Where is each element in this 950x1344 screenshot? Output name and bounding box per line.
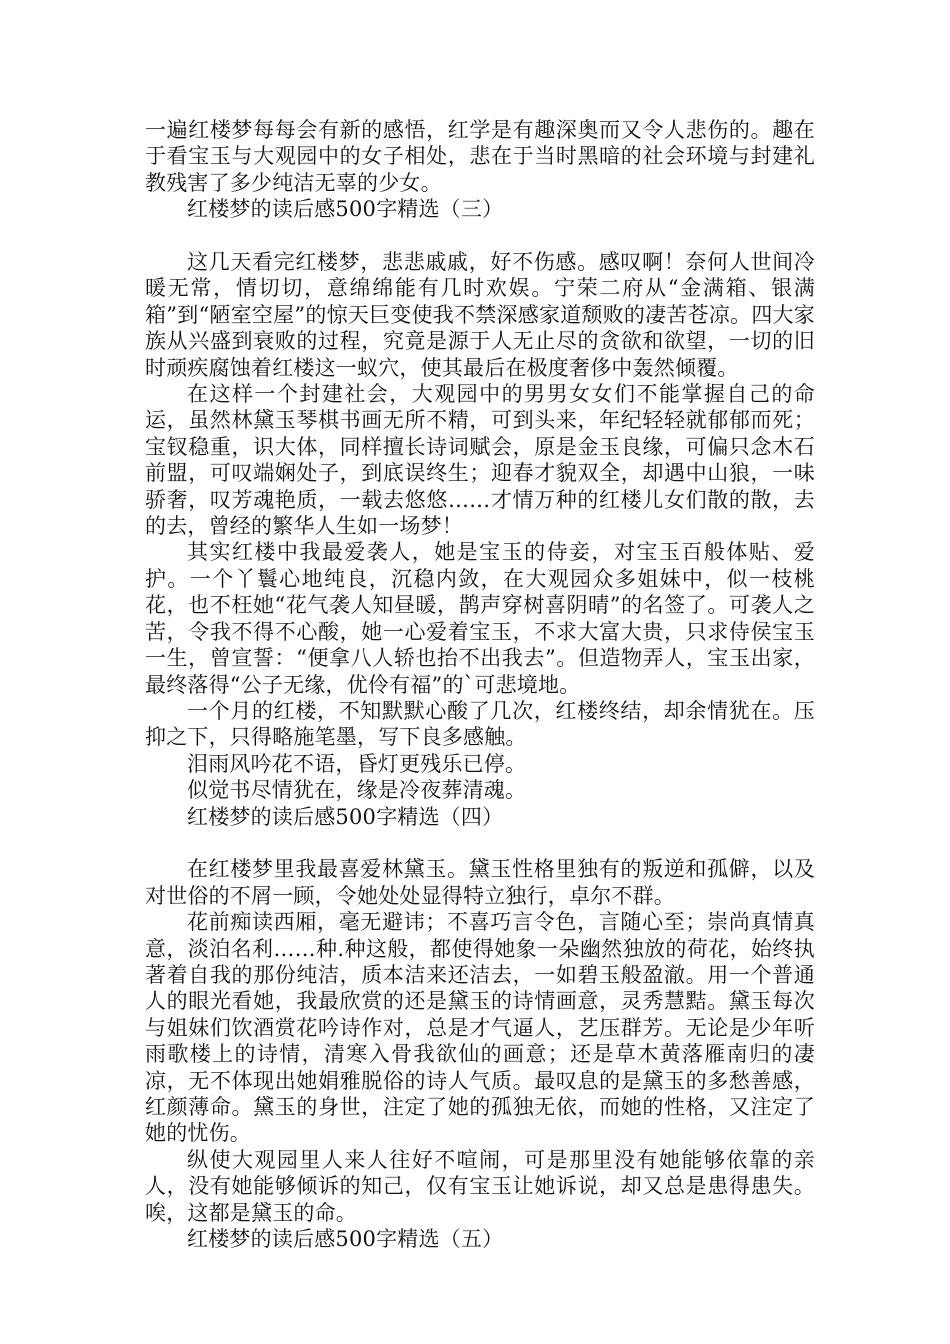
paragraph: 花前痴读西厢，毫无避讳；不喜巧言令色，言随心至；崇尚真情真意，淡泊名利……种.种这般，都使得她象一朵幽然独放的荷花，始终执著着自我的那份纯洁，质本洁来还洁去，一如碧玉般盈澈。用一个普通人的眼光看她，我最欣赏的还是黛玉的诗情画意，灵秀慧黠。黛玉每次与姐妹们饮酒赏花吟诗作对，总是才气逼人，艺压群芳。无论是少年听雨歌楼上的诗情，清寒入骨我欲仙的画意；还是草木黄落雁南归的凄凉，无不体现出她娟雅脱俗的诗人气质。最叹息的是黛玉的多愁善感，红颜薄命。黛玉的身世，注定了她的孤独无依，而她的性格，又注定了她的忧伤。 [145, 910, 815, 1146]
section-heading-3: 红楼梦的读后感500字精选（三） [187, 197, 504, 222]
section-heading-4: 红楼梦的读后感500字精选（四） [187, 804, 504, 829]
paragraph: 纵使大观园里人来人往好不喧闹，可是那里没有她能够依靠的亲人，没有她能够倾诉的知己，仅有宝玉让她诉说，却又总是患得患失。唉，这都是黛玉的命。 [145, 1147, 815, 1225]
paragraph: 其实红楼中我最爱袭人，她是宝玉的侍妾，对宝玉百般体贴、爱护。一个丫鬟心地纯良，沉稳内敛，在大观园众多姐妹中，似一枝桃花，也不枉她“花气袭人知昼暖，鹊声穿树喜阴晴”的名签了。可袭人之苦，令我不得不心酸，她一心爱着宝玉，不求大富大贵，只求侍侯宝玉一生，曾宣誓：“便拿八人轿也抬不出我去”。但造物弄人，宝玉出家，最终落得“公子无缘，优伶有福”的`可悲境地。 [145, 540, 815, 697]
paragraph-intro-continued: 一遍红楼梦每每会有新的感悟，红学是有趣深奥而又令人悲伤的。趣在于看宝玉与大观园中的女子相处，悲在于当时黑暗的社会环境与封建礼教残害了多少纯洁无辜的少女。 [145, 118, 815, 195]
paragraph: 在红楼梦里我最喜爱林黛玉。黛玉性格里独有的叛逆和孤僻，以及对世俗的不屑一顾，令她处处显得特立独行，卓尔不群。 [145, 857, 815, 908]
blank-line [145, 223, 815, 249]
paragraph: 这几天看完红楼梦，悲悲戚戚，好不伤感。感叹啊！奈何人世间冷暖无常，情切切，意绵绵能有几时欢娱。宁荣二府从“金满箱、银满箱”到“陋室空屋”的惊天巨变使我不禁深感家道颓败的凄苦苍凉。四大家族从兴盛到衰败的过程，究竟是源于人无止尽的贪欲和欲望，一切的旧时顽疾腐蚀着红楼这一蚁穴，使其最后在极度奢侈中轰然倾覆。 [145, 250, 815, 380]
document-body [145, 117, 815, 1252]
paragraph: 在这样一个封建社会，大观园中的男男女女们不能掌握自己的命运，虽然林黛玉琴棋书画无所不精，可到头来，年纪轻轻就郁郁而死；宝钗稳重，识大体，同样擅长诗词赋会，原是金玉良缘，可偏只念木石前盟，可叹端娴处子，到底误终生；迎春才貌双全，却遇中山狼，一味骄奢，叹芳魂艳质，一载去悠悠……才情万种的红楼儿女们散的散，去的去，曾经的繁华人生如一场梦！ [145, 382, 815, 539]
blank-line [145, 830, 815, 856]
poem-line: 泪雨风吟花不语，昏灯更残乐已停。 [187, 751, 527, 776]
paragraph: 一个月的红楼，不知默默心酸了几次，红楼终结，却余情犹在。压抑之下，只得略施笔墨，写下良多感触。 [145, 698, 815, 750]
section-heading-5: 红楼梦的读后感500字精选（五） [187, 1227, 504, 1252]
poem-line: 似觉书尽情犹在，缘是冷夜葬清魂。 [187, 778, 527, 803]
